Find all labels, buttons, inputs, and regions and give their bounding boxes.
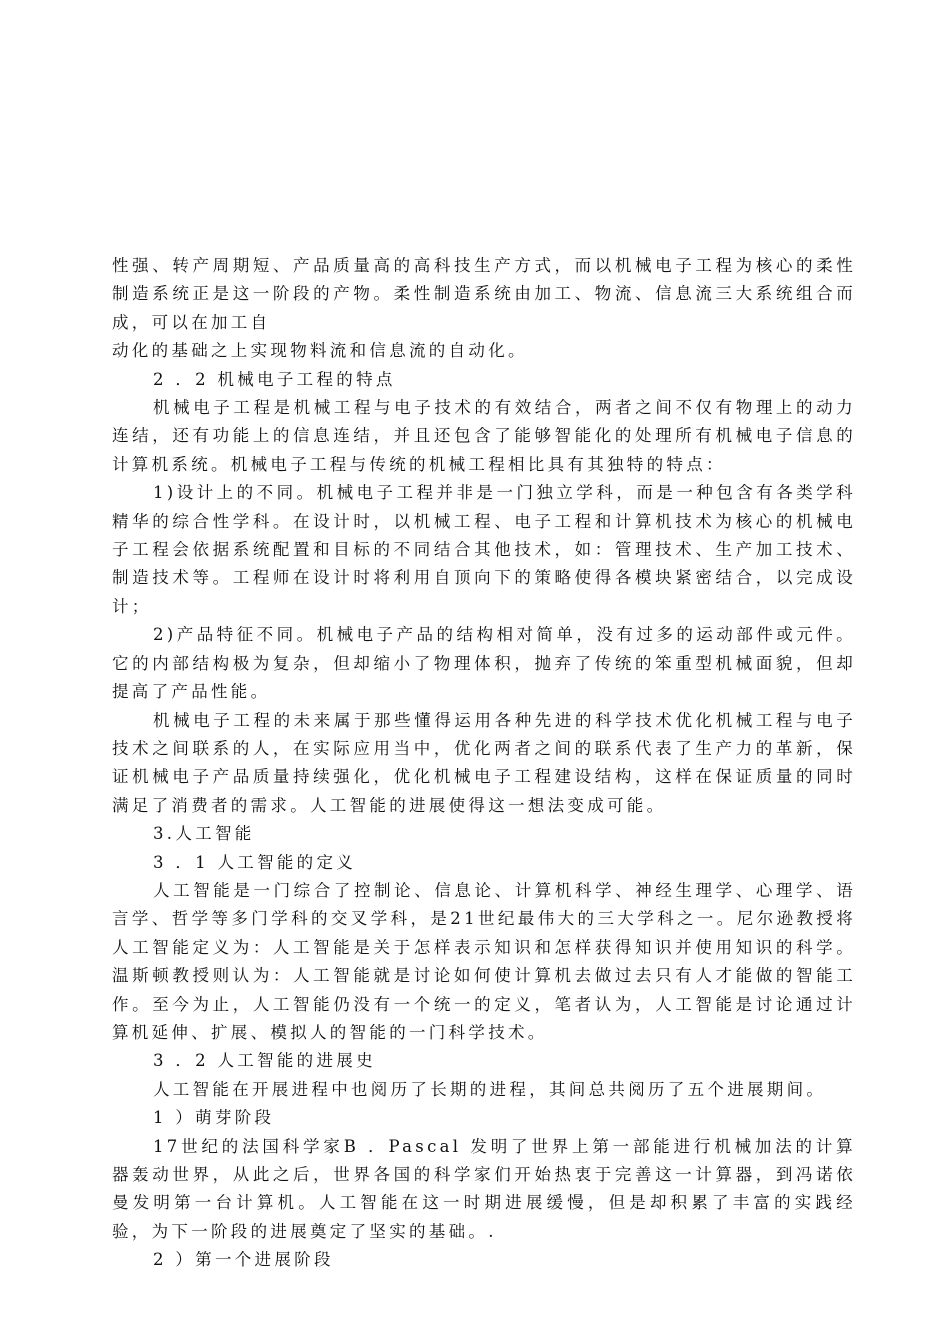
paragraph-future: 机械电子工程的未来属于那些懂得运用各种先进的科学技术优化机械工程与电子技术之间联系的人，在实际应用当中，优化两者之间的联系代表了生产力的革新，保证机械电子产品质量持续强化，优化机械电子工程建设结构，这样在保证质量的同时满足了消费者的需求。人工智能的进展使得这一想法变成可能。 [112,710,856,815]
paragraph-automation: 动化的基础之上实现物料流和信息流的自动化。 [112,341,528,361]
paragraph-flexible-manufacturing: 性强、转产周期短、产品质量高的高科技生产方式，而以机械电子工程为核心的柔性制造系统正是这一阶段的产物。柔性制造系统由加工、物流、信息流三大系统组合而成，可以在加工自 [112,256,856,332]
paragraph-mechatronics-definition: 机械电子工程是机械工程与电子技术的有效结合，两者之间不仅有物理上的动力连结，还有功能上的信息连结，并且还包含了能够智能化的处理所有机械电子信息的计算机系统。机械电子工程与传统的机械工程相比具有其独特的特点： [112,398,856,474]
heading-stage-1: 1 ）萌芽阶段 [153,1108,275,1128]
heading-3-2: 3 ．2 人工智能的进展史 [153,1051,376,1071]
heading-3-1: 3 ．1 人工智能的定义 [153,852,357,872]
paragraph-ai-history-intro: 人工智能在开展进程中也阅历了长期的进程，其间总共阅历了五个进展期间。 [153,1079,827,1099]
document-body [112,252,856,1275]
paragraph-product-difference: 2)产品特征不同。机械电子产品的结构相对简单，没有过多的运动部件或元件。它的内部结构极为复杂，但却缩小了物理体积，抛弃了传统的笨重型机械面貌，但却提高了产品性能。 [112,625,856,702]
paragraph-pascal: 17世纪的法国科学家B ．Pascal 发明了世界上第一部能进行机械加法的计算器轰动世界，从此之后，世界各国的科学家们开始热衷于完善这一计算器，到冯诺依曼发明第一台计算机。人工智能在这一时期进展缓慢，但是却积累了丰富的实践经验，为下一阶段的进展奠定了坚实的基础。. [112,1136,856,1241]
heading-stage-2: 2 ）第一个进展阶段 [153,1250,334,1270]
paragraph-design-difference: 1)设计上的不同。机械电子工程并非是一门独立学科，而是一种包含有各类学科精华的综合性学科。在设计时，以机械工程、电子工程和计算机技术为核心的机械电子工程会依据系统配置和目标的不同结合其他技术，如：管理技术、生产加工技术、制造技术等。工程师在设计时将利用自顶向下的策略使得各模块紧密结合，以完成设计； [112,483,856,616]
heading-3: 3.人工智能 [153,824,255,844]
paragraph-ai-definition: 人工智能是一门综合了控制论、信息论、计算机科学、神经生理学、心理学、语言学、哲学等多门学科的交叉学科，是21世纪最伟大的三大学科之一。尼尔逊教授将人工智能定义为：人工智能是关于怎样表示知识和怎样获得知识并使用知识的科学。温斯顿教授则认为：人工智能就是讨论如何使计算机去做过去只有人才能做的智能工作。至今为止，人工智能仍没有一个统一的定义，笔者认为，人工智能是讨论通过计算机延伸、扩展、模拟人的智能的一门科学技术。 [112,880,856,1042]
heading-2-2: 2 ．2 机械电子工程的特点 [153,369,396,389]
